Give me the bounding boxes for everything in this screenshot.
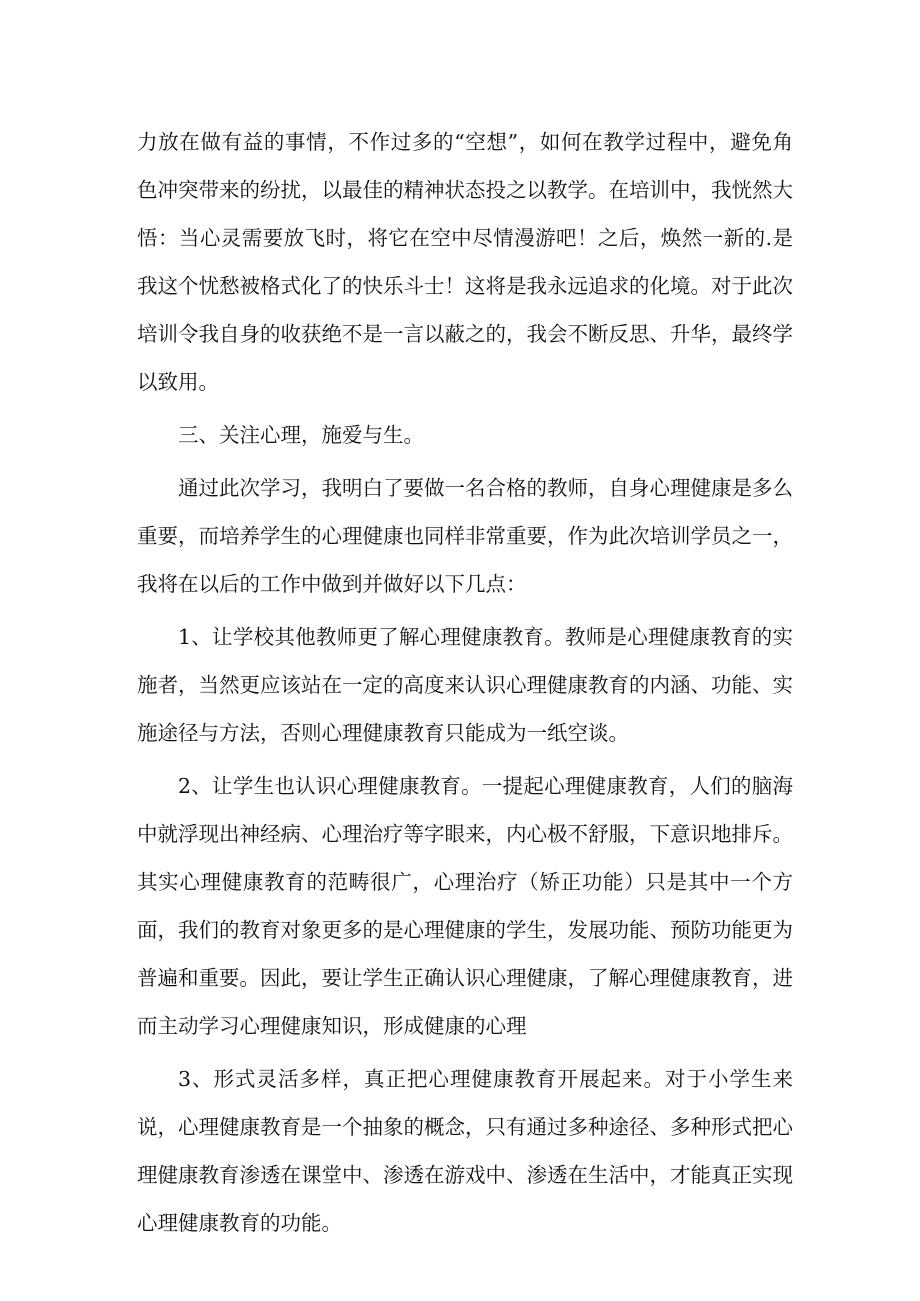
section-heading: 三、关注心理，施爱与生。 — [178, 423, 424, 447]
document-body — [137, 118, 793, 1247]
list-item-1: 1、让学校其他教师更了解心理健康教育。教师是心理健康教育的实施者，当然更应该站在一定的高度来认识心理健康教育的内涵、功能、实施途径与方法，否则心理健康教育只能成为一纸空谈。 — [137, 625, 793, 745]
list-item-2: 2、让学生也认识心理健康教育。一提起心理健康教育，人们的脑海中就浮现出神经病、心理治疗等字眼来，内心极不舒服，下意识地排斥。其实心理健康教育的范畴很广，心理治疗（矫正功能）只是其中一个方面，我们的教育对象更多的是心理健康的学生，发展功能、预防功能更为普遍和重要。因此，要让学生正确认识心理健康，了解心理健康教育，进而主动学习心理健康知识，形成健康的心理 — [137, 774, 793, 1038]
paragraph-continuation: 力放在做有益的事情，不作过多的“空想”，如何在教学过程中，避免角色冲突带来的纷扰，以最佳的精神状态投之以教学。在培训中，我恍然大悟：当心灵需要放飞时，将它在空中尽情漫游吧！之后，焕然一新的.是我这个忧愁被格式化了的快乐斗士！这将是我永远追求的化境。对于此次培训令我自身的收获绝不是一言以蔽之的，我会不断反思、升华，最终学以致用。 — [137, 130, 793, 394]
list-item-3: 3、形式灵活多样，真正把心理健康教育开展起来。对于小学生来说，心理健康教育是一个抽象的概念，只有通过多种途径、多种形式把心理健康教育渗透在课堂中、渗透在游戏中、渗透在生活中，才能真正实现心理健康教育的功能。 — [137, 1067, 793, 1235]
paragraph-intro: 通过此次学习，我明白了要做一名合格的教师，自身心理健康是多么重要，而培养学生的心理健康也同样非常重要，作为此次培训学员之一，我将在以后的工作中做到并做好以下几点： — [137, 476, 793, 596]
